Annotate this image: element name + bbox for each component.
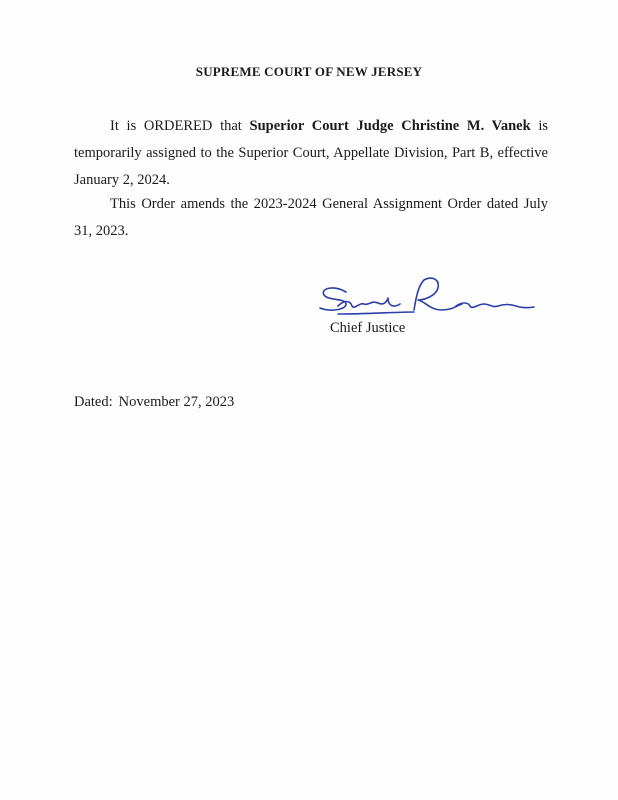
order-paragraph <box>74 113 548 194</box>
amendment-paragraph <box>74 191 548 245</box>
court-heading: SUPREME COURT OF NEW JERSEY <box>195 64 423 79</box>
judge-name: Superior Court Judge Christine M. Vanek <box>249 118 531 134</box>
order-lead: It is ORDERED that <box>110 118 250 134</box>
order-rest: is temporarily assigned to the Superior Court, Appellate Division, Part B, effective January 2, 2024. <box>74 118 549 188</box>
signature-title: Chief Justice <box>330 320 406 336</box>
dated-line <box>74 394 234 411</box>
signature-strokes <box>320 278 534 314</box>
amendment-text: This Order amends the 2023-2024 General Assignment Order dated July 31, 2023. <box>74 196 548 239</box>
dated-label: Dated: <box>74 394 113 410</box>
dated-value: November 27, 2023 <box>118 394 235 410</box>
